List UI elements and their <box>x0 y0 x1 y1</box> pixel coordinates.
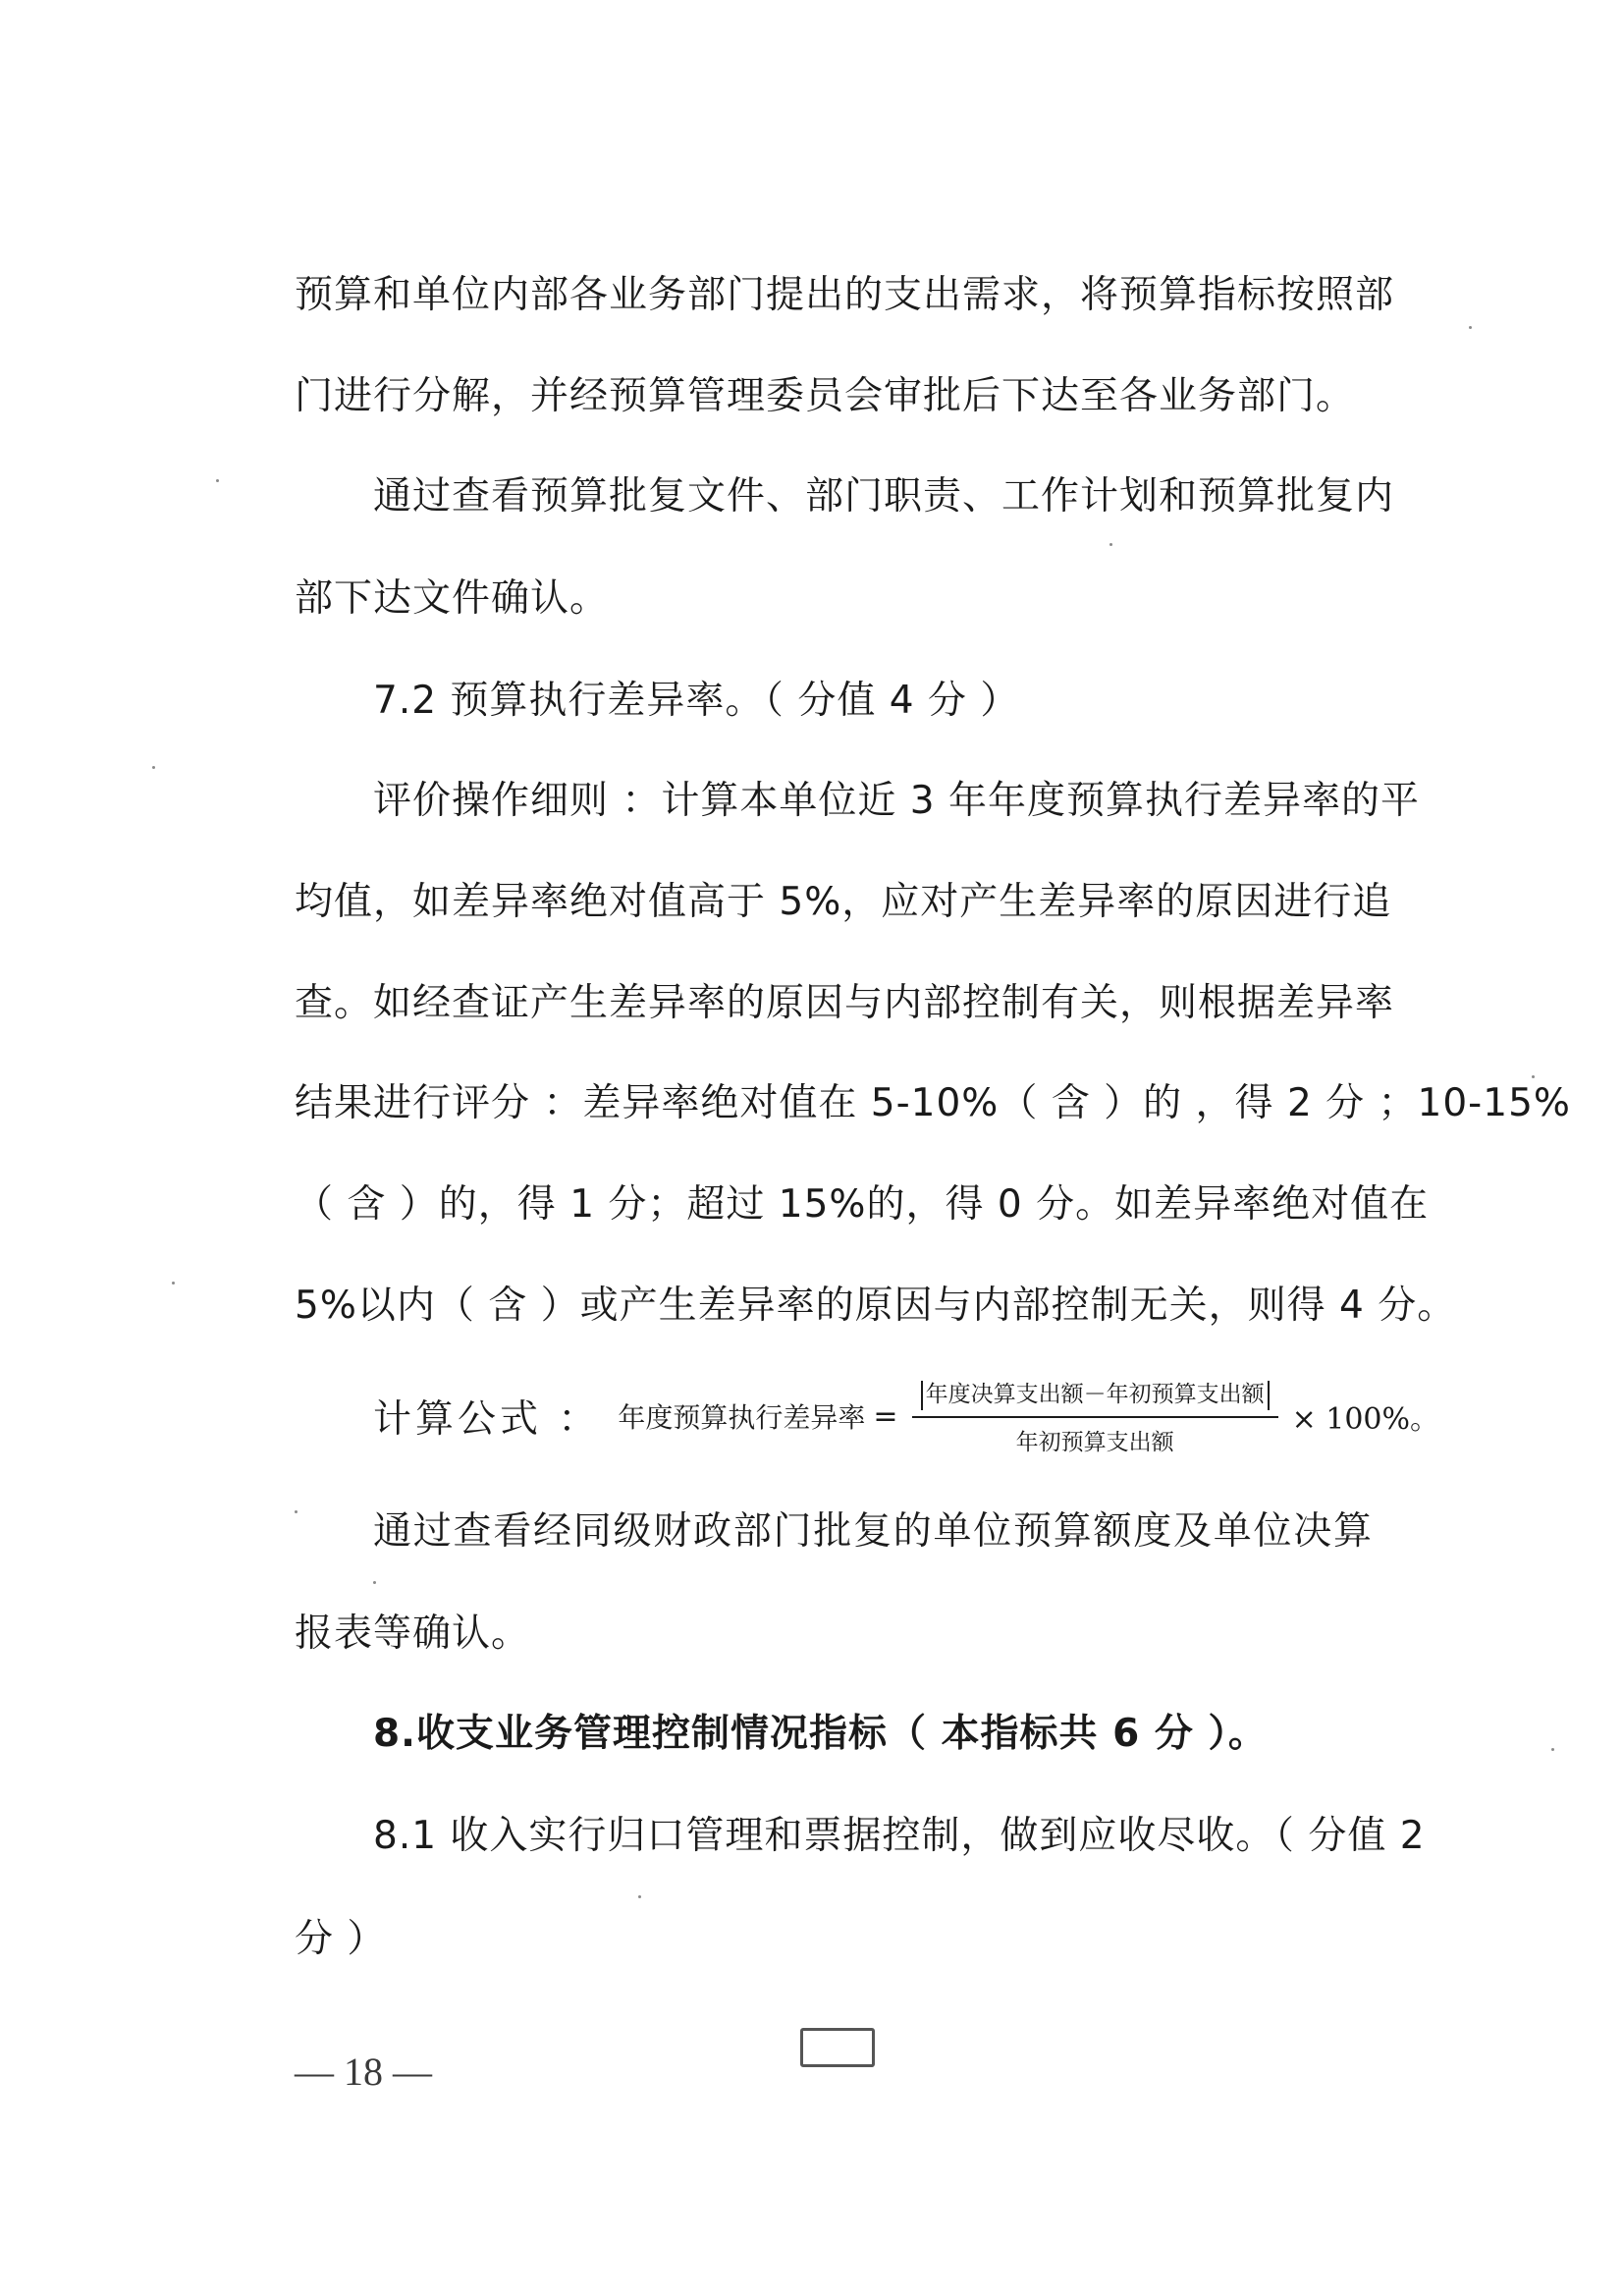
formula <box>373 1377 1440 1455</box>
section-heading-7-2: 7.2 预算执行差异率。（ 分值 4 分 ） <box>373 679 1020 723</box>
abs-bar-left <box>921 1381 923 1410</box>
body-line-10: （ 含 ）的，得 1 分；超过 15%的，得 0 分。如差异率绝对值在 <box>295 1182 1430 1227</box>
body-line-7: 均值，如差异率绝对值高于 5%，应对产生差异率的原因进行追 <box>295 880 1392 924</box>
body-line-16: 分 ） <box>295 1917 387 1961</box>
body-line-3: 通过查看预算批复文件、部门职责、工作计划和预算批复内 <box>373 474 1395 519</box>
body-line-12: 通过查看经同级财政部门批复的单位预算额度及单位决算 <box>373 1509 1373 1554</box>
scan-speck <box>152 766 155 769</box>
scan-speck <box>172 1282 175 1285</box>
formula-denominator: 年初预算支出额 <box>1015 1429 1174 1455</box>
stamp-box <box>800 2028 875 2067</box>
scan-speck <box>1109 543 1112 546</box>
scan-speck <box>1551 1748 1554 1751</box>
page-number: — 18 — <box>295 2050 432 2094</box>
body-line-13: 报表等确认。 <box>295 1612 531 1656</box>
body-line-6: 评价操作细则 ：计算本单位近 3 年年度预算执行差异率的平 <box>373 779 1421 823</box>
section-heading-8-1: 8.1 收入实行归口管理和票据控制，做到应收尽收。（ 分值 2 <box>373 1814 1426 1858</box>
abs-bar-right <box>1268 1381 1270 1410</box>
scan-speck <box>1532 1075 1535 1078</box>
formula-numerator-wrap <box>912 1376 1278 1418</box>
formula-name: 年度预算执行差异率 <box>618 1401 866 1434</box>
scan-speck <box>373 1581 376 1584</box>
body-line-1: 预算和单位内部各业务部门提出的支出需求，将预算指标按照部 <box>295 273 1395 317</box>
scan-speck <box>1469 326 1472 329</box>
formula-times: × 100%。 <box>1291 1402 1440 1437</box>
formula-equals: = <box>873 1398 898 1434</box>
body-line-8: 查。如经查证产生差异率的原因与内部控制有关，则根据差异率 <box>295 981 1395 1025</box>
section-heading-8: 8.收支业务管理控制情况指标（ 本指标共 6 分 ）。 <box>373 1712 1268 1756</box>
formula-numerator: 年度决算支出额－年初预算支出额 <box>925 1382 1265 1408</box>
body-line-11: 5%以内（ 含 ）或产生差异率的原因与内部控制无关，则得 4 分。 <box>295 1284 1457 1328</box>
scan-speck <box>216 479 219 482</box>
scan-speck <box>295 1510 298 1513</box>
formula-lead: 计算公式 ： <box>373 1397 601 1442</box>
scan-speck <box>638 1895 641 1898</box>
body-line-2: 门进行分解，并经预算管理委员会审批后下达至各业务部门。 <box>295 374 1356 418</box>
formula-fraction <box>912 1376 1278 1456</box>
body-line-4: 部下达文件确认。 <box>295 576 610 621</box>
body-line-9: 结果进行评分 ：差异率绝对值在 5-10%（ 含 ）的 ，得 2 分 ；10-15% <box>295 1081 1571 1125</box>
